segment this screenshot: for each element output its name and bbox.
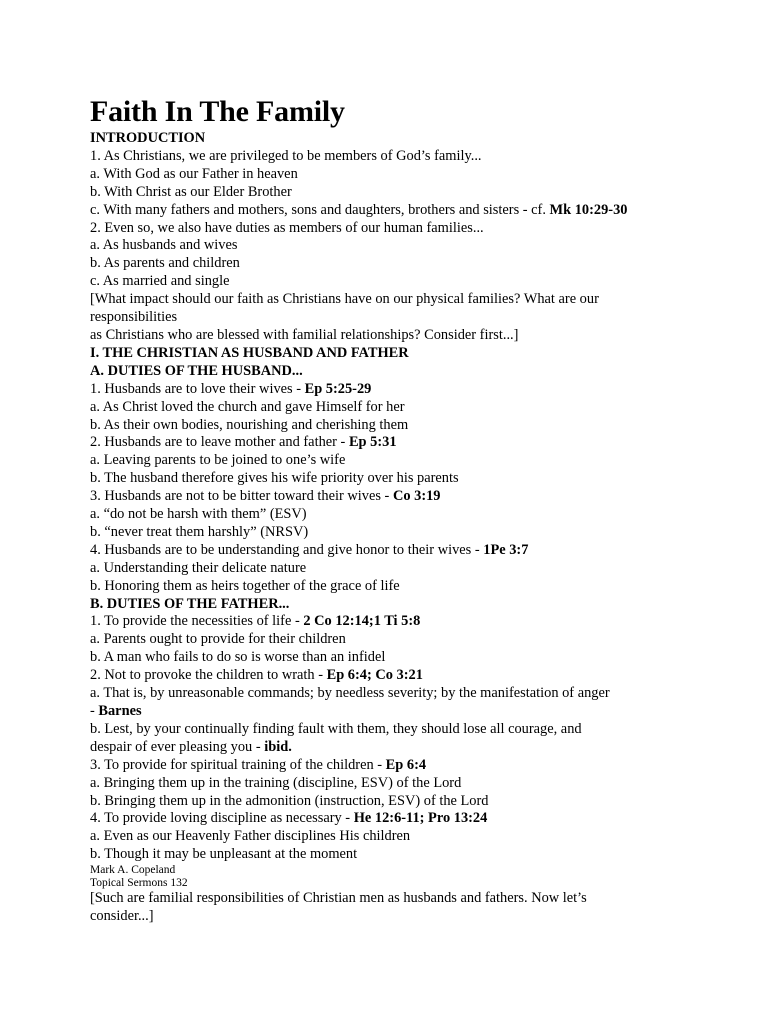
scripture-reference: Barnes: [98, 703, 142, 719]
text-line: [90, 166, 750, 184]
line-text: consider...]: [90, 908, 154, 925]
line-text: 2. Not to provoke the children to wrath -: [90, 667, 327, 684]
text-line: [90, 273, 750, 291]
text-line: [90, 309, 750, 327]
text-line: [90, 721, 750, 739]
line-text: b. As their own bodies, nourishing and cherishing them: [90, 416, 409, 433]
scripture-reference: 1Pe 3:7: [483, 541, 529, 558]
text-line: [90, 739, 750, 757]
text-line: [90, 202, 750, 220]
line-text: a. That is, by unreasonable commands; by needless severity; by the manifestation of anger: [90, 685, 610, 702]
line-text: a. “do not be harsh with them” (ESV): [90, 506, 307, 523]
text-line: [90, 327, 750, 345]
line-text: 2. Husbands are to leave mother and father -: [90, 434, 349, 451]
scripture-reference: Mk 10:29-30: [549, 201, 628, 218]
line-text: Mark A. Copeland: [90, 864, 176, 877]
text-line: [90, 810, 750, 828]
scripture-reference: ibid.: [264, 738, 292, 755]
text-line: [90, 846, 750, 864]
line-text: I. THE CHRISTIAN AS HUSBAND AND FATHER: [90, 344, 409, 361]
line-text: INTRODUCTION: [90, 130, 206, 146]
text-line: [90, 255, 750, 273]
line-text: b. As parents and children: [90, 255, 240, 272]
section-heading: [90, 596, 750, 614]
footer-line: [90, 877, 750, 890]
text-line: [90, 434, 750, 452]
line-text: a. Understanding their delicate nature: [90, 559, 307, 576]
scripture-reference: Ep 5:31: [348, 434, 397, 451]
text-line: [90, 220, 750, 238]
text-line: [90, 148, 750, 166]
line-text: b. Honoring them as heirs together of the grace of life: [90, 577, 400, 594]
line-text: A. DUTIES OF THE HUSBAND...: [90, 362, 303, 379]
text-line: [90, 775, 750, 793]
line-text: b. With Christ as our Elder Brother: [90, 183, 292, 200]
line-text: b. A man who fails to do so is worse than an infidel: [90, 649, 386, 666]
text-line: [90, 237, 750, 255]
text-line: [90, 399, 750, 417]
text-line: [90, 506, 750, 524]
line-text: b. Though it may be unpleasant at the moment: [90, 846, 358, 863]
section-heading: [90, 130, 750, 148]
text-line: [90, 291, 750, 309]
line-text: 3. Husbands are not to be bitter toward their wives -: [90, 488, 393, 505]
text-line: [90, 828, 750, 846]
line-text: [What impact should our faith as Christians have on our physical families? What are our: [90, 291, 599, 308]
text-line: [90, 560, 750, 578]
text-line: [90, 631, 750, 649]
line-text: -: [90, 703, 99, 719]
text-line: [90, 470, 750, 488]
text-line: [90, 524, 750, 542]
line-text: b. The husband therefore gives his wife priority over his parents: [90, 470, 459, 487]
line-text: 4. Husbands are to be understanding and give honor to their wives -: [90, 541, 484, 558]
document-content: [90, 94, 750, 926]
line-text: a. With God as our Father in heaven: [90, 165, 298, 182]
line-text: 1. As Christians, we are privileged to be members of God’s family...: [90, 147, 482, 164]
line-text: B. DUTIES OF THE FATHER...: [90, 595, 290, 612]
text-line: [90, 757, 750, 775]
text-line: [90, 184, 750, 202]
line-text: a. As husbands and wives: [90, 237, 238, 254]
line-text: c. With many fathers and mothers, sons and daughters, brothers and sisters - cf.: [90, 201, 550, 218]
line-text: a. Leaving parents to be joined to one’s wife: [90, 452, 346, 469]
text-line: [90, 667, 750, 685]
line-text: responsibilities: [90, 309, 178, 326]
line-text: b. Lest, by your continually finding fault with them, they should lose all courage, and: [90, 720, 582, 737]
line-text: a. As Christ loved the church and gave Himself for her: [90, 398, 405, 415]
document-title: Faith In The Family: [90, 95, 345, 128]
text-line: [90, 613, 750, 631]
text-line: [90, 488, 750, 506]
document-body: [90, 130, 750, 926]
scripture-reference: He 12:6-11; Pro 13:24: [353, 810, 488, 827]
line-text: a. Even as our Heavenly Father disciplines His children: [90, 828, 411, 845]
text-line: [90, 542, 750, 560]
text-line: [90, 417, 750, 435]
line-text: a. Parents ought to provide for their children: [90, 631, 346, 648]
line-text: c. As married and single: [90, 273, 230, 290]
line-text: 2. Even so, we also have duties as members of our human families...: [90, 219, 484, 236]
line-text: a. Bringing them up in the training (discipline, ESV) of the Lord: [90, 774, 462, 791]
scripture-reference: Co 3:19: [392, 488, 441, 505]
text-line: [90, 685, 750, 703]
line-text: 4. To provide loving discipline as necessary -: [90, 810, 354, 827]
line-text: 1. To provide the necessities of life -: [90, 613, 304, 630]
line-text: 1. Husbands are to love their wives -: [90, 380, 305, 397]
text-line: [90, 890, 750, 908]
line-text: despair of ever pleasing you -: [90, 738, 265, 755]
line-text: [Such are familial responsibilities of Christian men as husbands and fathers. Now let’s: [90, 890, 587, 907]
text-line: [90, 649, 750, 667]
section-heading: [90, 345, 750, 363]
text-line: [90, 908, 750, 926]
line-text: Topical Sermons 132: [90, 877, 188, 890]
line-text: as Christians who are blessed with familial relationships? Consider first...]: [90, 326, 519, 343]
text-line: [90, 578, 750, 596]
scripture-reference: 2 Co 12:14;1 Ti 5:8: [303, 613, 421, 630]
scripture-reference: Ep 6:4: [385, 756, 427, 773]
line-text: 3. To provide for spiritual training of the children -: [90, 756, 386, 773]
section-heading: [90, 363, 750, 381]
text-line: [90, 452, 750, 470]
footer-line: [90, 864, 750, 877]
text-line: [90, 703, 750, 721]
text-line: [90, 381, 750, 399]
scripture-reference: Ep 6:4; Co 3:21: [326, 667, 423, 684]
line-text: b. Bringing them up in the admonition (instruction, ESV) of the Lord: [90, 792, 489, 809]
text-line: [90, 793, 750, 811]
scripture-reference: Ep 5:25-29: [304, 380, 372, 397]
line-text: b. “never treat them harshly” (NRSV): [90, 523, 309, 540]
